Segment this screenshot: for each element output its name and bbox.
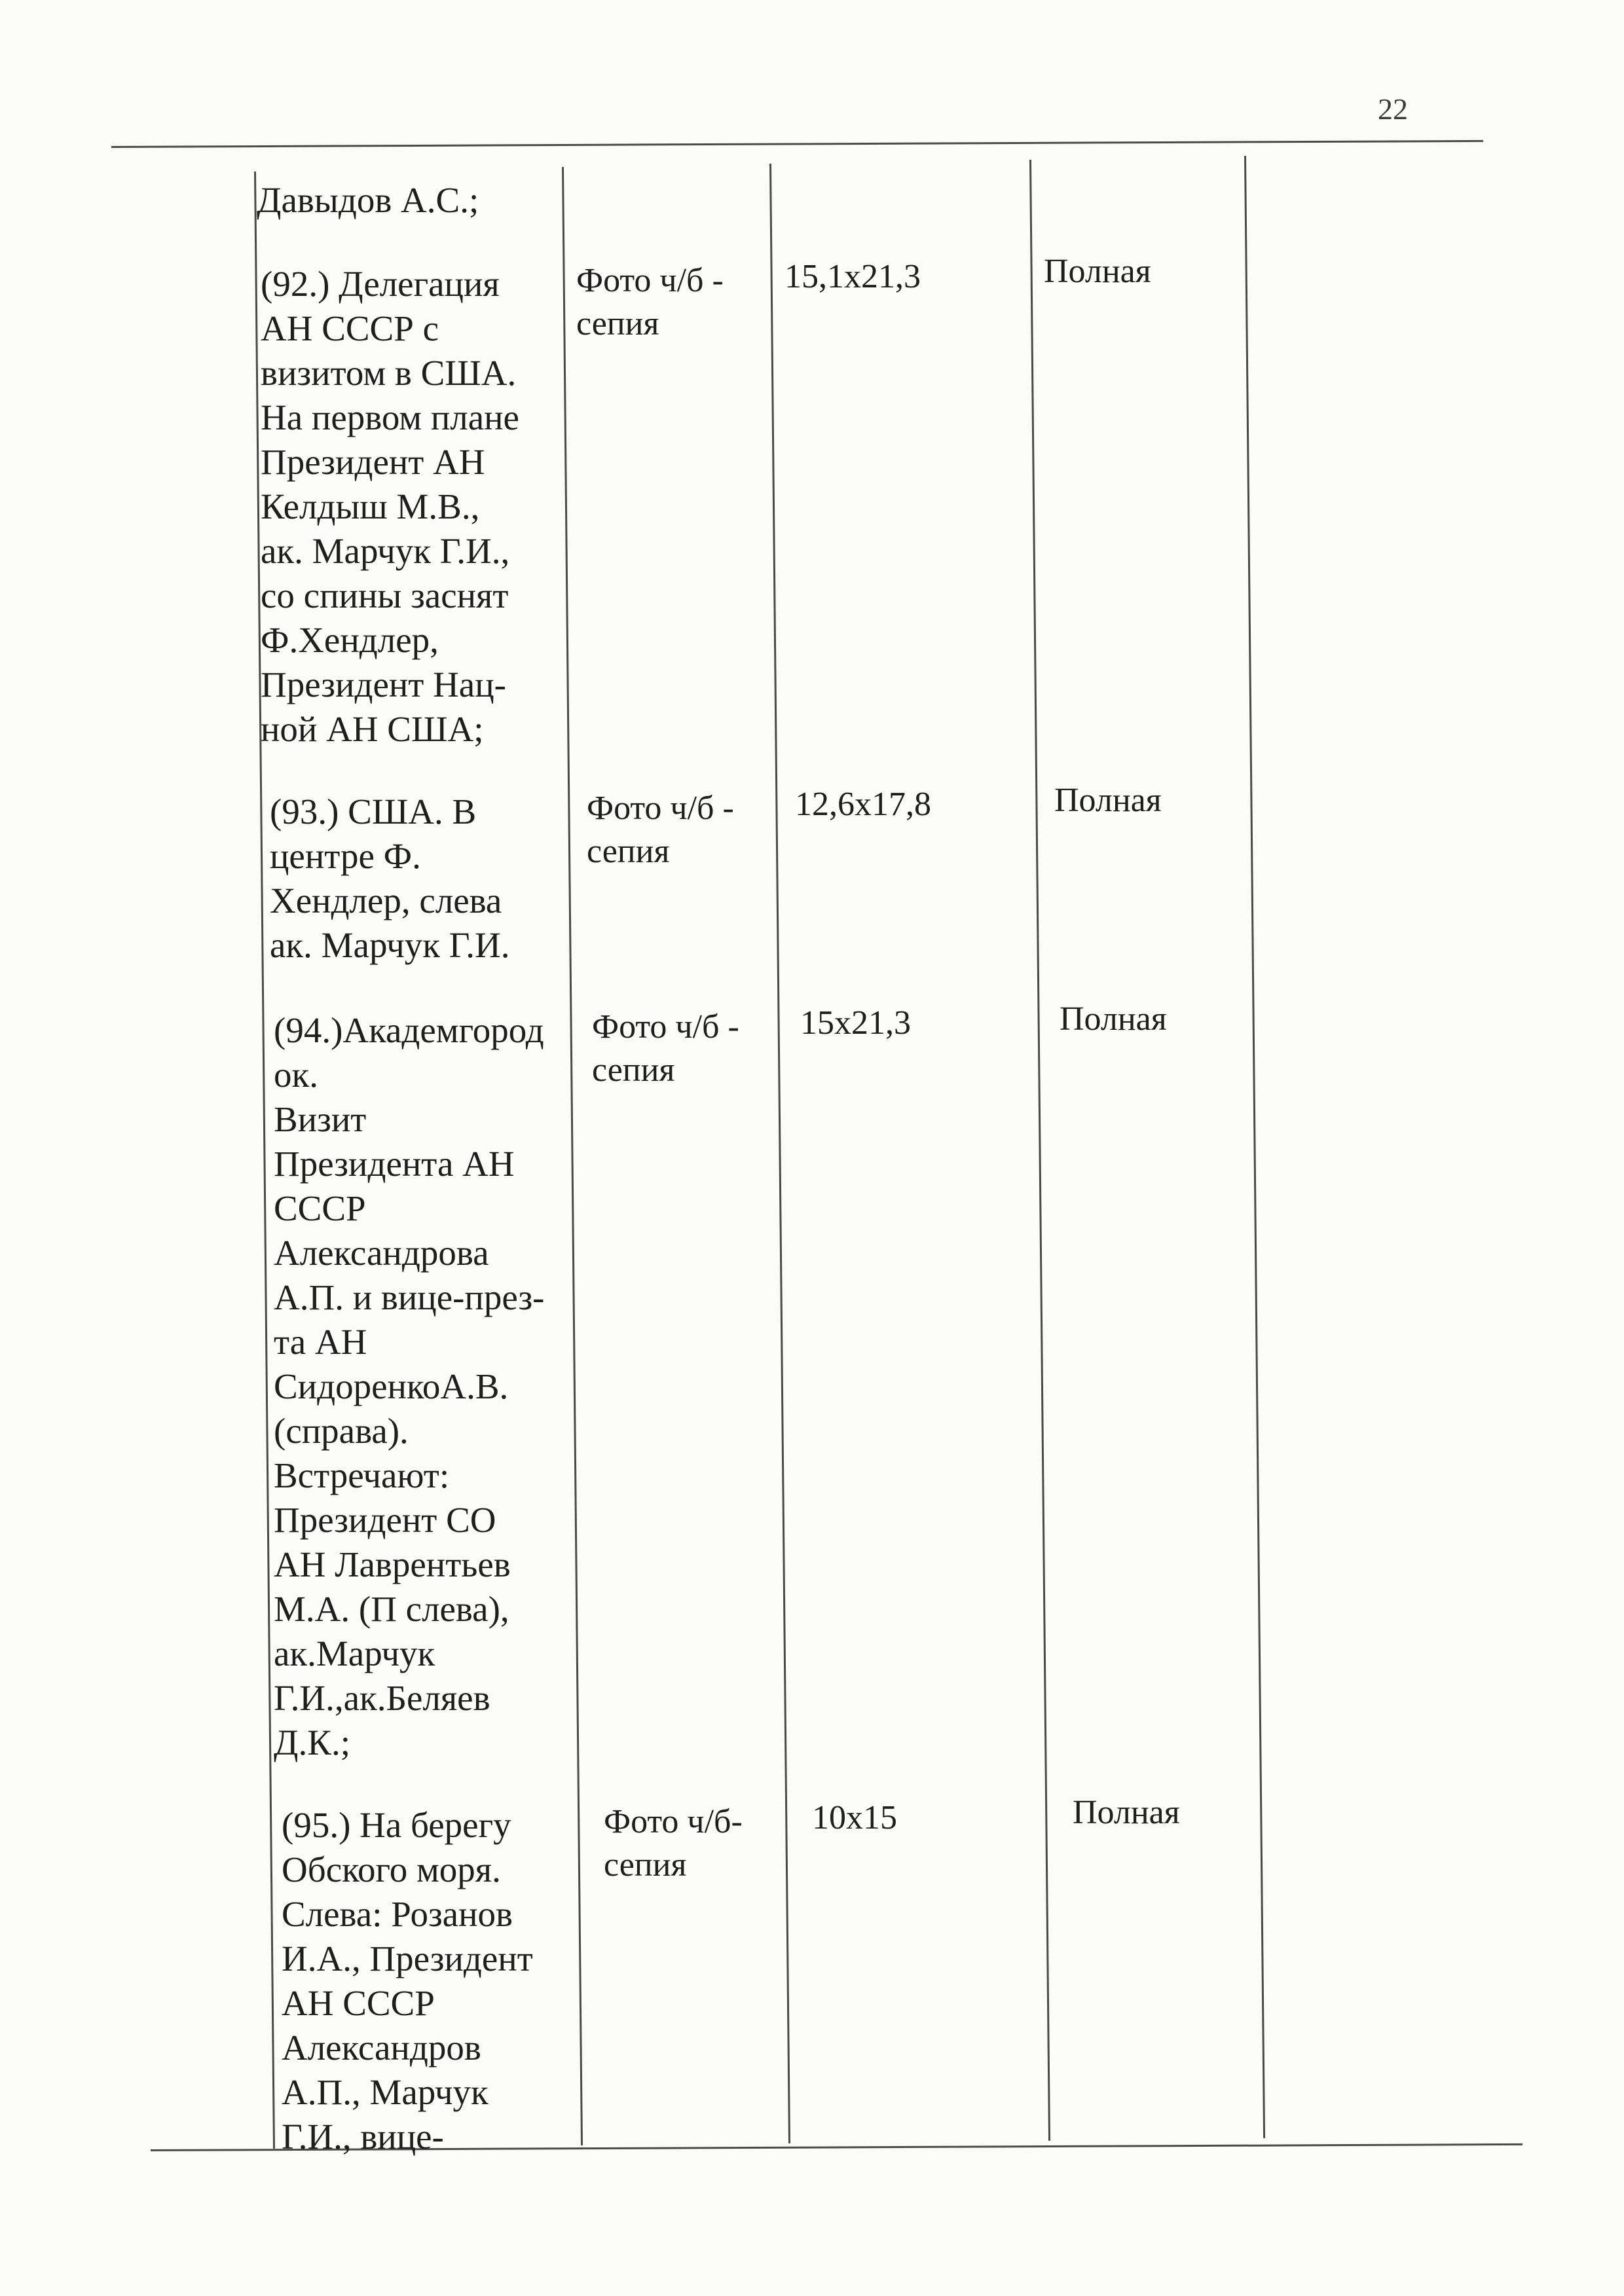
row-completeness: Полная <box>1060 1000 1167 1038</box>
row-size: 12,6x17,8 <box>795 786 931 823</box>
row-size: 10x15 <box>812 1799 897 1836</box>
row-size: 15,1x21,3 <box>784 258 921 295</box>
row-description: (93.) США. В центре Ф. Хендлер, слева ак. Марчук Г.И. <box>270 792 510 965</box>
column-divider-5 <box>1244 156 1265 2138</box>
row-type: Фото ч/б- сепия <box>604 1803 743 1884</box>
page-number: 22 <box>1378 92 1408 126</box>
table-top-rule <box>111 140 1483 148</box>
column-divider-4 <box>1029 160 1050 2141</box>
carryover-text: Давыдов А.С.; <box>257 180 479 220</box>
row-description: (95.) На берегу Обского моря. Слева: Розанов И.А., Президент АН СССР Александров А.П., Марчук Г.И., вице- <box>282 1805 533 2157</box>
row-completeness: Полная <box>1044 253 1151 290</box>
row-type: Фото ч/б - сепия <box>592 1008 739 1089</box>
row-type: Фото ч/б - сепия <box>576 262 724 342</box>
row-description: (92.) Делегация АН СССР с визитом в США. На первом плане Президент АН Келдыш М.В., ак. Марчук Г.И., со спины заснят Ф.Хендлер, Президент Нац- ной АН США; <box>261 264 519 749</box>
row-size: 15x21,3 <box>800 1004 911 1042</box>
row-description: (94.)Академгород ок. Визит Президента АН СССР Александрова А.П. и вице-през- та АН СидоренкоА.В. (справа). Встречают: Президент СО АН Лаврентьев М.А. (П слева), ак.Марчук Г.И.,ак.Беляев Д.К.; <box>274 1010 545 1762</box>
row-completeness: Полная <box>1073 1794 1180 1831</box>
column-divider-3 <box>769 164 790 2143</box>
column-divider-2 <box>562 167 583 2145</box>
row-type: Фото ч/б - сепия <box>587 790 734 870</box>
row-completeness: Полная <box>1054 782 1162 819</box>
